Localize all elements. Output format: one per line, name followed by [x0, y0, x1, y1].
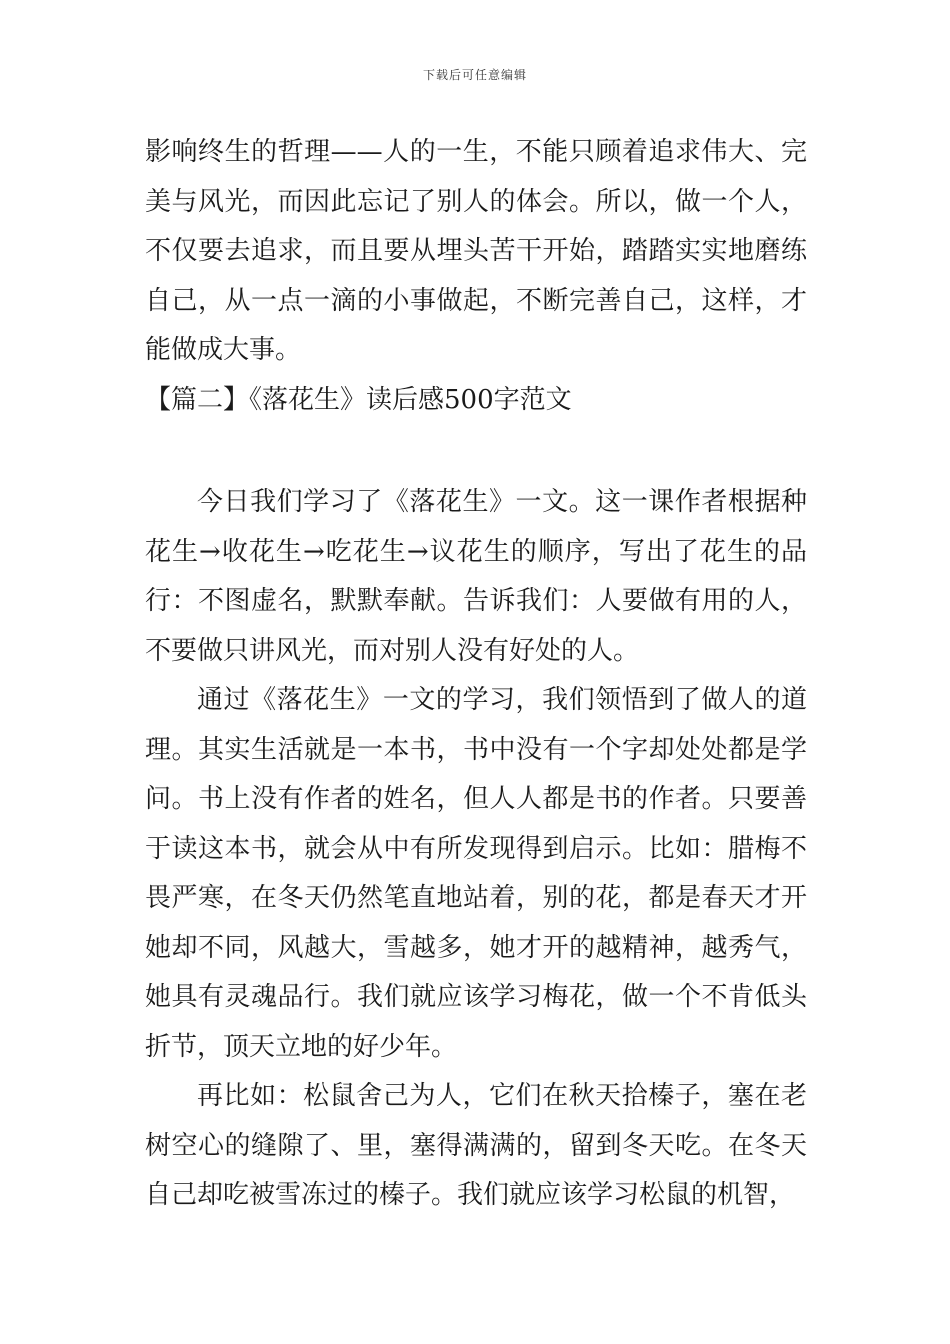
paragraph: 通过《落花生》一文的学习，我们领悟到了做人的道理。其实生活就是一本书，书中没有一个字却处处都是学问。书上没有作者的姓名，但人人都是书的作者。只要善于读这本书，就会从中有所发现得到启示。比如：腊梅不畏严寒，在冬天仍然笔直地站着，别的花，都是春天才开她却不同，风越大，雪越多，她才开的越精神，越秀气，她具有灵魂品行。我们就应该学习梅花，做一个不肯低头折节，顶天立地的好少年。 [145, 685, 807, 1062]
paragraph: 今日我们学习了《落花生》一文。这一课作者根据种花生→收花生→吃花生→议花生的顺序，写出了花生的品行：不图虚名，默默奉献。告诉我们：人要做有用的人，不要做只讲风光，而对别人没有好处的人。 [145, 487, 807, 666]
document-body [145, 128, 807, 1221]
section-heading: 【篇二】《落花生》读后感500字范文 [145, 384, 572, 415]
blank-line [145, 425, 807, 478]
paragraph: 再比如：松鼠舍己为人，它们在秋天拾榛子，塞在老树空心的缝隙了、里，塞得满满的，留到冬天吃。在冬天自己却吃被雪冻过的榛子。我们就应该学习松鼠的机智， [145, 1081, 807, 1210]
paragraph-continued: 影响终生的哲理——人的一生，不能只顾着追求伟大、完美与风光，而因此忘记了别人的体会。所以，做一个人，不仅要去追求，而且要从埋头苦干开始，踏踏实实地磨练自己，从一点一滴的小事做起，不断完善自己，这样，才能做成大事。 [145, 137, 807, 365]
header-note: 下载后可任意编辑 [422, 68, 527, 82]
